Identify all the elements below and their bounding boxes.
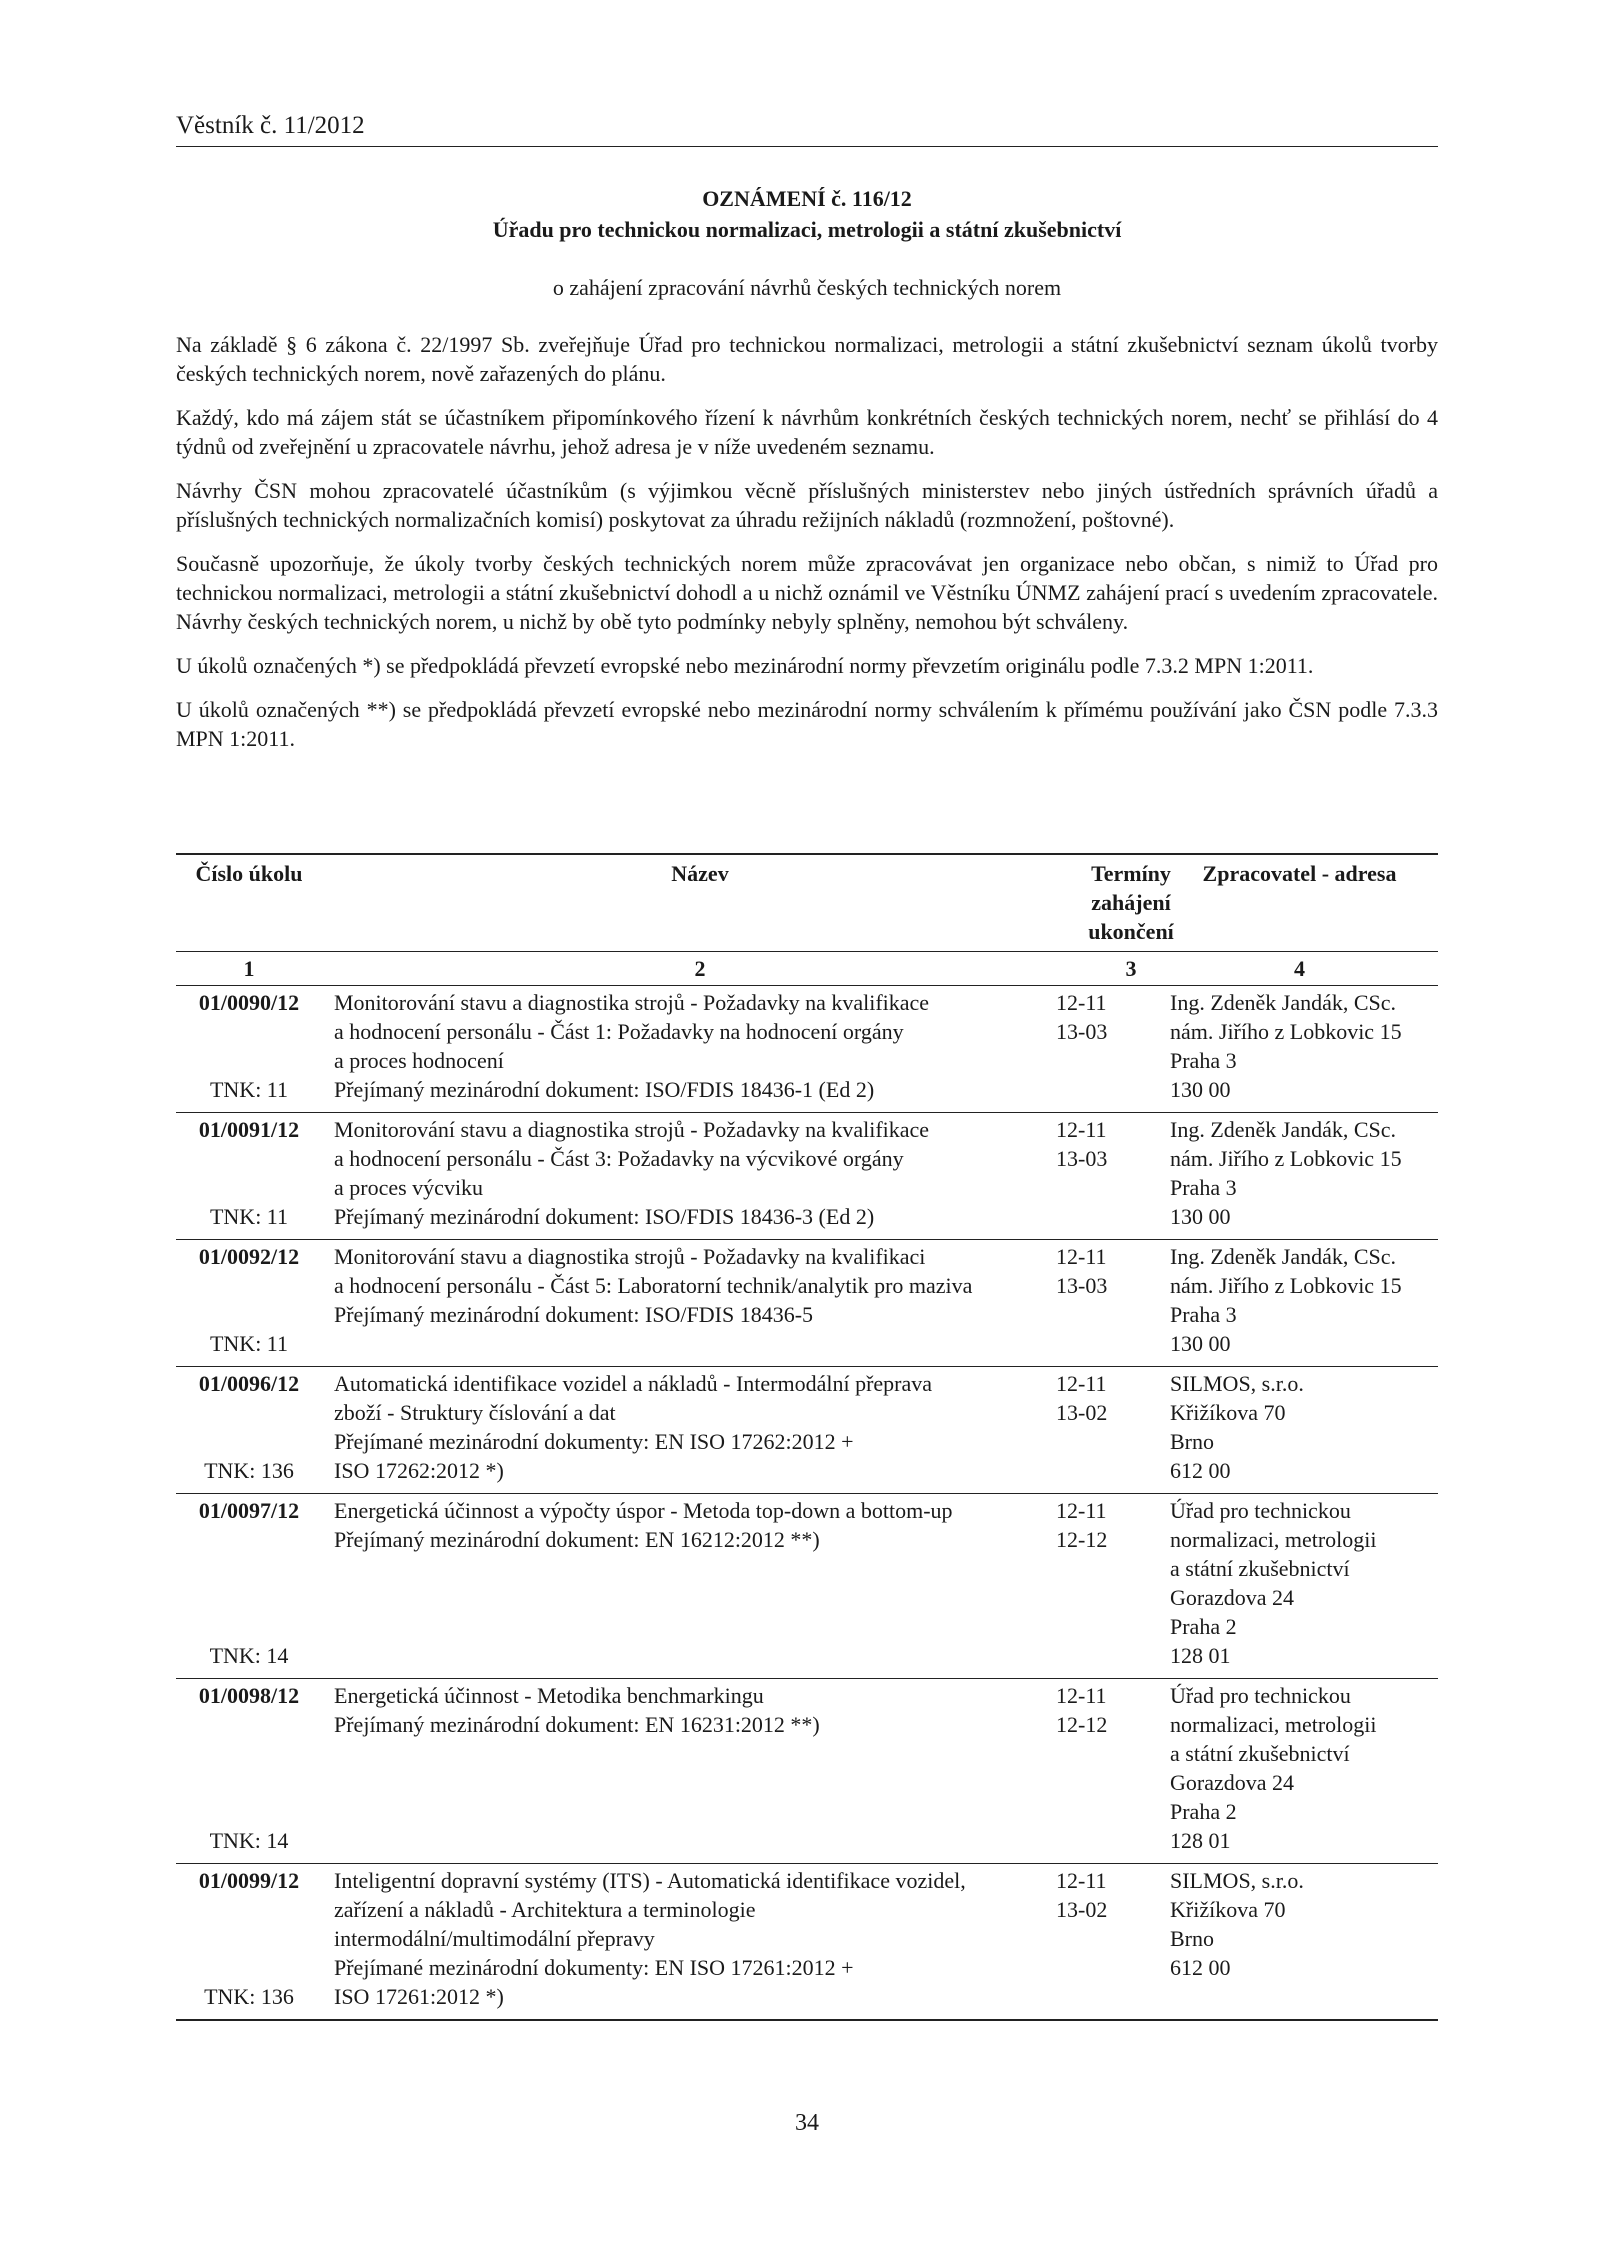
address-line: normalizaci, metrologii xyxy=(1170,1527,1377,1552)
task-number: 01/0092/12 xyxy=(198,1244,300,1269)
tnk-label: TNK: 136 xyxy=(204,1458,294,1483)
body-text xyxy=(176,330,1438,768)
task-name-line: intermodální/multimodální přepravy xyxy=(334,1926,655,1951)
task-name-line: a proces výcviku xyxy=(334,1175,484,1200)
address-line: Praha 2 xyxy=(1170,1799,1237,1824)
processor-address xyxy=(1170,1242,1438,1358)
address-line: normalizaci, metrologii xyxy=(1170,1712,1377,1737)
header-task-number: Číslo úkolu xyxy=(195,861,303,886)
column-number: 4 xyxy=(1294,956,1305,981)
page-number: 34 xyxy=(795,2110,819,2136)
paragraph: Současně upozorňuje, že úkoly tvorby českých technických norem může zpracovávat jen organizace nebo občan, s nimiž to Úřad pro technickou normalizaci, metrologii a státní zkušebnictví dohodl a u nichž oznámil ve Věstníku ÚNMZ zahájení prací s uvedením zpracovatele. Návrhy českých technických norem, u nichž by obě tyto podmínky nebyly splněny, nemohou být schváleny. xyxy=(176,551,1438,634)
address-line: Gorazdova 24 xyxy=(1170,1585,1295,1610)
task-name-line: Energetická účinnost a výpočty úspor - Metoda top-down a bottom-up xyxy=(334,1498,953,1523)
start-term: 12-11 xyxy=(1056,1868,1107,1893)
address-line: Křižíkova 70 xyxy=(1170,1400,1286,1425)
end-term: 13-02 xyxy=(1056,1897,1108,1922)
address-line: Ing. Zdeněk Jandák, CSc. xyxy=(1170,1117,1397,1142)
end-term: 12-12 xyxy=(1056,1712,1108,1737)
running-head: Věstník č. 11/2012 xyxy=(176,112,365,139)
tnk-label: TNK: 11 xyxy=(209,1077,288,1102)
task-terms xyxy=(1056,1369,1156,1427)
address-line: nám. Jiřího z Lobkovic 15 xyxy=(1170,1273,1402,1298)
address-line: nám. Jiřího z Lobkovic 15 xyxy=(1170,1146,1402,1171)
table-header-row xyxy=(176,855,1438,951)
address-line: Praha 3 xyxy=(1170,1175,1237,1200)
task-number: 01/0099/12 xyxy=(198,1868,300,1893)
column-number: 1 xyxy=(243,956,255,981)
address-line: SILMOS, s.r.o. xyxy=(1170,1868,1304,1893)
address-line: 130 00 xyxy=(1170,1204,1231,1229)
table-row xyxy=(176,1240,1438,1366)
processor-address xyxy=(1170,1496,1438,1670)
address-line: Ing. Zdeněk Jandák, CSc. xyxy=(1170,1244,1397,1269)
address-line: Gorazdova 24 xyxy=(1170,1770,1295,1795)
task-name xyxy=(334,988,1064,1104)
address-line: 130 00 xyxy=(1170,1077,1231,1102)
task-name-line: Přejímaný mezinárodní dokument: EN 16231:2012 **) xyxy=(334,1712,820,1737)
task-name xyxy=(334,1369,1064,1485)
task-name-line: Přejímané mezinárodní dokumenty: EN ISO 17261:2012 + xyxy=(334,1955,854,1980)
end-term: 13-02 xyxy=(1056,1400,1108,1425)
address-line: Ing. Zdeněk Jandák, CSc. xyxy=(1170,990,1397,1015)
tnk-label: TNK: 136 xyxy=(204,1984,294,2009)
start-term: 12-11 xyxy=(1056,990,1107,1015)
header-terms-line: Termíny xyxy=(1091,861,1171,886)
notice-subject: o zahájení zpracování návrhů českých technických norem xyxy=(552,275,1062,300)
task-name-line: zboží - Struktury číslování a dat xyxy=(334,1400,616,1425)
task-name xyxy=(334,1242,1064,1329)
start-term: 12-11 xyxy=(1056,1683,1107,1708)
task-name xyxy=(334,1115,1064,1231)
task-number: 01/0096/12 xyxy=(198,1371,300,1396)
header-terms-line: ukončení xyxy=(1088,919,1174,944)
processor-address xyxy=(1170,988,1438,1104)
notice-title: OZNÁMENÍ č. 116/12 xyxy=(702,186,912,211)
task-terms xyxy=(1056,988,1156,1046)
table-row xyxy=(176,1113,1438,1239)
header-terms-line: zahájení xyxy=(1091,890,1171,915)
task-name-line: ISO 17262:2012 *) xyxy=(334,1458,504,1483)
column-number: 3 xyxy=(1125,956,1137,981)
processor-address xyxy=(1170,1115,1438,1231)
address-line: 128 01 xyxy=(1170,1828,1231,1853)
start-term: 12-11 xyxy=(1056,1371,1107,1396)
task-terms xyxy=(1056,1866,1156,1924)
tnk-label: TNK: 11 xyxy=(209,1331,288,1356)
task-name-line: a hodnocení personálu - Část 3: Požadavky na výcvikové orgány xyxy=(334,1146,904,1171)
address-line: 128 01 xyxy=(1170,1643,1231,1668)
task-number: 01/0090/12 xyxy=(198,990,300,1015)
processor-address xyxy=(1170,1866,1438,1982)
tasks-table xyxy=(176,853,1438,2021)
task-name-line: Monitorování stavu a diagnostika strojů - Požadavky na kvalifikaci xyxy=(334,1244,926,1269)
address-line: a státní zkušebnictví xyxy=(1170,1741,1350,1766)
table-row xyxy=(176,986,1438,1112)
address-line: Brno xyxy=(1170,1926,1214,1951)
tnk-label: TNK: 14 xyxy=(209,1828,289,1853)
paragraph: Na základě § 6 zákona č. 22/1997 Sb. zveřejňuje Úřad pro technickou normalizaci, metrologii a státní zkušebnictví seznam úkolů tvorby českých technických norem, nově zařazených do plánu. xyxy=(176,332,1438,386)
address-line: 130 00 xyxy=(1170,1331,1231,1356)
notice-issuer: Úřadu pro technickou normalizaci, metrologii a státní zkušebnictví xyxy=(492,217,1122,242)
header-name: Název xyxy=(671,861,729,886)
address-line: SILMOS, s.r.o. xyxy=(1170,1371,1304,1396)
task-name-line: Monitorování stavu a diagnostika strojů - Požadavky na kvalifikace xyxy=(334,990,930,1015)
task-terms xyxy=(1056,1681,1156,1739)
task-name xyxy=(334,1681,1064,1739)
processor-address xyxy=(1170,1681,1438,1855)
tnk-label: TNK: 11 xyxy=(209,1204,288,1229)
address-line: Křižíkova 70 xyxy=(1170,1897,1286,1922)
task-name-line: Energetická účinnost - Metodika benchmarkingu xyxy=(334,1683,764,1708)
start-term: 12-11 xyxy=(1056,1117,1107,1142)
task-terms xyxy=(1056,1242,1156,1300)
paragraph: U úkolů označených **) se předpokládá převzetí evropské nebo mezinárodní normy schválením k přímému používání jako ČSN podle 7.3.3 MPN 1:2011. xyxy=(176,697,1438,751)
task-name-line: a hodnocení personálu - Část 1: Požadavky na hodnocení orgány xyxy=(334,1019,904,1044)
task-name-line: Přejímaný mezinárodní dokument: ISO/FDIS 18436-1 (Ed 2) xyxy=(334,1077,875,1102)
task-name-line: Automatická identifikace vozidel a nákladů - Intermodální přeprava xyxy=(334,1371,933,1396)
column-numbers-row xyxy=(176,952,1438,985)
address-line: a státní zkušebnictví xyxy=(1170,1556,1350,1581)
task-terms xyxy=(1056,1115,1156,1173)
task-name-line: Přejímaný mezinárodní dokument: ISO/FDIS 18436-3 (Ed 2) xyxy=(334,1204,875,1229)
end-term: 13-03 xyxy=(1056,1273,1108,1298)
table-row xyxy=(176,1367,1438,1493)
tnk-label: TNK: 14 xyxy=(209,1643,289,1668)
address-line: Brno xyxy=(1170,1429,1214,1454)
table-row xyxy=(176,1679,1438,1863)
paragraph: Návrhy ČSN mohou zpracovatelé účastníkům (s výjimkou věcně příslušných ministerstev nebo jiných ústředních správních úřadů a příslušných technických normalizačních komisí) poskytovat za úhradu režijních nákladů (rozmnožení, poštovné). xyxy=(176,478,1438,532)
address-line: Praha 2 xyxy=(1170,1614,1237,1639)
end-term: 12-12 xyxy=(1056,1527,1108,1552)
task-number: 01/0091/12 xyxy=(198,1117,300,1142)
address-line: nám. Jiřího z Lobkovic 15 xyxy=(1170,1019,1402,1044)
address-line: 612 00 xyxy=(1170,1955,1231,1980)
table-body xyxy=(176,986,1438,2021)
task-name-line: a proces hodnocení xyxy=(334,1048,504,1073)
task-name xyxy=(334,1496,1064,1554)
address-line: Úřad pro technickou xyxy=(1170,1683,1351,1708)
start-term: 12-11 xyxy=(1056,1244,1107,1269)
address-line: 612 00 xyxy=(1170,1458,1231,1483)
task-name-line: ISO 17261:2012 *) xyxy=(334,1984,504,2009)
task-name-line: a hodnocení personálu - Část 5: Laboratorní technik/analytik pro maziva xyxy=(334,1273,973,1298)
paragraph: Každý, kdo má zájem stát se účastníkem připomínkového řízení k návrhům konkrétních českých technických norem, nechť se přihlásí do 4 týdnů od zveřejnění u zpracovatele návrhu, jehož adresa je v níže uvedeném seznamu. xyxy=(176,405,1438,459)
task-terms xyxy=(1056,1496,1156,1554)
table-row xyxy=(176,1864,1438,2019)
task-name xyxy=(334,1866,1064,2011)
task-number: 01/0098/12 xyxy=(198,1683,300,1708)
task-name-line: Inteligentní dopravní systémy (ITS) - Automatická identifikace vozidel, xyxy=(334,1868,966,1893)
task-name-line: Přejímaný mezinárodní dokument: ISO/FDIS 18436-5 xyxy=(334,1302,814,1327)
address-line: Úřad pro technickou xyxy=(1170,1498,1351,1523)
table-row xyxy=(176,1494,1438,1678)
task-name-line: Přejímané mezinárodní dokumenty: EN ISO 17262:2012 + xyxy=(334,1429,854,1454)
end-term: 13-03 xyxy=(1056,1019,1108,1044)
end-term: 13-03 xyxy=(1056,1146,1108,1171)
row-rule xyxy=(176,2019,1438,2021)
header-processor: Zpracovatel - adresa xyxy=(1202,861,1397,886)
address-line: Praha 3 xyxy=(1170,1048,1237,1073)
task-name-line: Monitorování stavu a diagnostika strojů - Požadavky na kvalifikace xyxy=(334,1117,930,1142)
task-name-line: Přejímaný mezinárodní dokument: EN 16212:2012 **) xyxy=(334,1527,820,1552)
paragraph: U úkolů označených *) se předpokládá převzetí evropské nebo mezinárodní normy převzetím originálu podle 7.3.2 MPN 1:2011. xyxy=(176,653,1314,678)
processor-address xyxy=(1170,1369,1438,1485)
header-rule xyxy=(176,146,1438,147)
task-number: 01/0097/12 xyxy=(198,1498,300,1523)
address-line: Praha 3 xyxy=(1170,1302,1237,1327)
column-number: 2 xyxy=(694,956,706,981)
task-name-line: zařízení a nákladů - Architektura a terminologie xyxy=(334,1897,756,1922)
start-term: 12-11 xyxy=(1056,1498,1107,1523)
